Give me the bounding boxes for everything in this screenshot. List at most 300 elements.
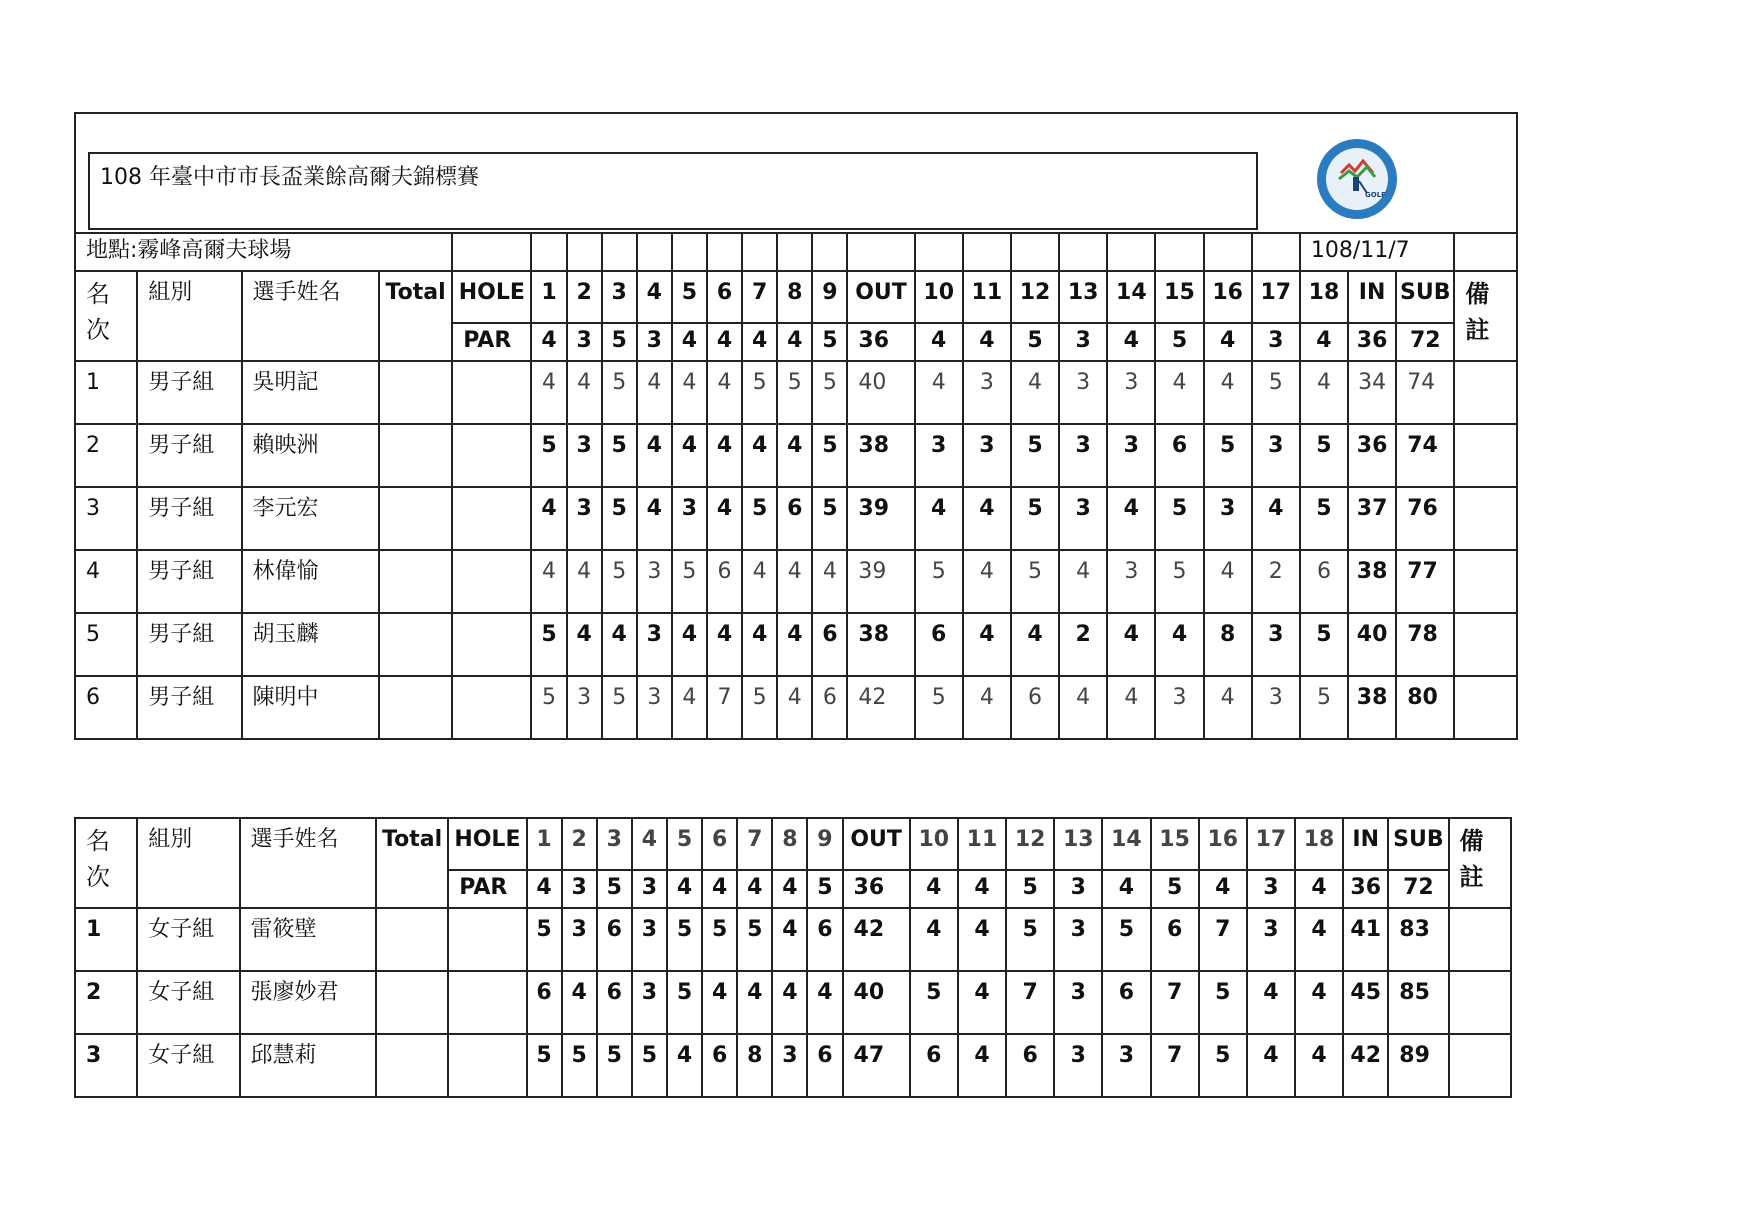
par-value: 5 xyxy=(807,870,842,908)
total-cell xyxy=(379,487,452,550)
score-cell: 5 xyxy=(531,613,566,676)
sub-cell: 85 xyxy=(1388,971,1448,1034)
score-cell: 4 xyxy=(772,908,807,971)
score-cell: 3 xyxy=(567,487,602,550)
score-cell: 4 xyxy=(672,361,707,424)
header-notes: 備 註 xyxy=(1449,818,1512,908)
score-cell: 6 xyxy=(702,1034,737,1097)
par-out: 36 xyxy=(847,323,914,361)
score-cell: 5 xyxy=(527,1034,562,1097)
score-cell: 4 xyxy=(772,971,807,1034)
score-cell: 4 xyxy=(915,487,963,550)
score-cell: 5 xyxy=(531,676,566,739)
header-sub: SUB xyxy=(1388,818,1448,870)
total-cell xyxy=(379,676,452,739)
sub-cell: 74 xyxy=(1396,361,1454,424)
hole-label-cell xyxy=(452,676,531,739)
score-cell: 3 xyxy=(1252,424,1300,487)
score-cell: 3 xyxy=(1054,971,1102,1034)
total-cell xyxy=(376,1034,448,1097)
score-cell: 4 xyxy=(1252,487,1300,550)
men-scorecard-table xyxy=(74,112,1518,740)
total-cell xyxy=(379,424,452,487)
score-cell: 6 xyxy=(707,550,742,613)
hole-number: 4 xyxy=(637,271,672,323)
score-cell: 4 xyxy=(531,361,566,424)
par-value: 4 xyxy=(910,870,958,908)
score-cell: 4 xyxy=(672,613,707,676)
out-cell: 39 xyxy=(847,550,914,613)
par-sub: 72 xyxy=(1396,323,1454,361)
par-value: 4 xyxy=(1107,323,1155,361)
score-cell: 5 xyxy=(602,487,637,550)
score-cell: 4 xyxy=(1011,613,1059,676)
hole-number: 7 xyxy=(737,818,772,870)
score-cell: 3 xyxy=(1059,487,1107,550)
hole-number: 6 xyxy=(702,818,737,870)
hole-label-cell xyxy=(448,908,526,971)
score-cell: 5 xyxy=(1300,676,1348,739)
player-name-cell: 雷筱壁 xyxy=(240,908,376,971)
hole-number: 9 xyxy=(807,818,842,870)
header-total: Total xyxy=(376,818,448,908)
score-cell: 6 xyxy=(1300,550,1348,613)
header-in: IN xyxy=(1343,818,1388,870)
hole-number: 16 xyxy=(1199,818,1247,870)
notes-cell xyxy=(1449,908,1512,971)
header-notes: 備 註 xyxy=(1454,271,1517,361)
score-cell: 5 xyxy=(1199,1034,1247,1097)
par-value: 4 xyxy=(963,323,1011,361)
score-cell: 3 xyxy=(963,361,1011,424)
group-cell: 女子組 xyxy=(137,971,239,1034)
table-row xyxy=(75,971,1511,1034)
par-value: 4 xyxy=(915,323,963,361)
hole-number: 18 xyxy=(1300,271,1348,323)
score-cell: 4 xyxy=(807,971,842,1034)
score-cell: 5 xyxy=(702,908,737,971)
score-cell: 3 xyxy=(637,613,672,676)
score-cell: 8 xyxy=(737,1034,772,1097)
score-cell: 5 xyxy=(915,550,963,613)
score-cell: 3 xyxy=(1204,487,1252,550)
score-cell: 5 xyxy=(742,487,777,550)
player-name-cell: 賴映洲 xyxy=(242,424,379,487)
rank-cell: 1 xyxy=(75,908,137,971)
par-value: 5 xyxy=(812,323,847,361)
par-value: 4 xyxy=(737,870,772,908)
sub-cell: 78 xyxy=(1396,613,1454,676)
out-cell: 42 xyxy=(847,676,914,739)
in-cell: 36 xyxy=(1348,424,1396,487)
score-cell: 5 xyxy=(1102,908,1150,971)
hole-number: 15 xyxy=(1155,271,1203,323)
rank-cell: 2 xyxy=(75,971,137,1034)
table-row xyxy=(75,487,1517,550)
hole-number: 11 xyxy=(963,271,1011,323)
score-cell: 7 xyxy=(1006,971,1054,1034)
title-area xyxy=(75,113,1517,233)
score-cell: 5 xyxy=(602,424,637,487)
par-value: 4 xyxy=(777,323,812,361)
score-cell: 6 xyxy=(597,971,632,1034)
par-value: 3 xyxy=(1059,323,1107,361)
score-cell: 5 xyxy=(777,361,812,424)
hole-number: 13 xyxy=(1054,818,1102,870)
score-cell: 5 xyxy=(672,550,707,613)
group-cell: 男子組 xyxy=(137,550,241,613)
rank-cell: 1 xyxy=(75,361,137,424)
score-cell: 6 xyxy=(1006,1034,1054,1097)
hole-number: 3 xyxy=(597,818,632,870)
score-cell: 3 xyxy=(1247,908,1295,971)
score-cell: 4 xyxy=(777,550,812,613)
score-cell: 3 xyxy=(567,676,602,739)
score-cell: 3 xyxy=(1102,1034,1150,1097)
hole-label-cell xyxy=(452,424,531,487)
score-cell: 4 xyxy=(963,487,1011,550)
hole-number: 5 xyxy=(667,818,702,870)
header-in: IN xyxy=(1348,271,1396,323)
score-cell: 6 xyxy=(527,971,562,1034)
par-sub: 72 xyxy=(1388,870,1448,908)
score-cell: 4 xyxy=(742,550,777,613)
score-cell: 4 xyxy=(777,676,812,739)
header-rank: 名 次 xyxy=(75,271,137,361)
table-row xyxy=(75,550,1517,613)
par-in: 36 xyxy=(1343,870,1388,908)
header-total: Total xyxy=(379,271,452,361)
score-cell: 4 xyxy=(777,424,812,487)
out-cell: 39 xyxy=(847,487,914,550)
score-cell: 8 xyxy=(1204,613,1252,676)
score-cell: 6 xyxy=(1151,908,1199,971)
par-value: 4 xyxy=(1102,870,1150,908)
score-cell: 4 xyxy=(567,613,602,676)
score-cell: 4 xyxy=(707,424,742,487)
score-cell: 6 xyxy=(910,1034,958,1097)
header-group: 組別 xyxy=(137,818,239,908)
hole-label-cell xyxy=(452,361,531,424)
score-cell: 4 xyxy=(637,361,672,424)
notes-cell xyxy=(1454,550,1517,613)
score-cell: 3 xyxy=(963,424,1011,487)
par-value: 3 xyxy=(637,323,672,361)
hole-number: 13 xyxy=(1059,271,1107,323)
score-cell: 4 xyxy=(742,424,777,487)
score-cell: 3 xyxy=(772,1034,807,1097)
score-cell: 5 xyxy=(602,361,637,424)
score-cell: 5 xyxy=(1006,908,1054,971)
score-cell: 4 xyxy=(737,971,772,1034)
table-row xyxy=(75,908,1511,971)
score-cell: 5 xyxy=(812,424,847,487)
in-cell: 41 xyxy=(1343,908,1388,971)
score-cell: 5 xyxy=(1155,550,1203,613)
header-row-hole xyxy=(75,818,1511,870)
score-cell: 3 xyxy=(1059,424,1107,487)
header-name: 選手姓名 xyxy=(242,271,379,361)
in-cell: 45 xyxy=(1343,971,1388,1034)
par-value: 5 xyxy=(1151,870,1199,908)
score-cell: 6 xyxy=(807,908,842,971)
par-value: 3 xyxy=(562,870,597,908)
score-cell: 5 xyxy=(667,971,702,1034)
score-cell: 5 xyxy=(597,1034,632,1097)
hole-number: 14 xyxy=(1107,271,1155,323)
in-cell: 37 xyxy=(1348,487,1396,550)
golf-logo-icon xyxy=(1315,137,1399,221)
score-cell: 4 xyxy=(1155,361,1203,424)
group-cell: 男子組 xyxy=(137,613,241,676)
table-row xyxy=(75,1034,1511,1097)
score-cell: 5 xyxy=(562,1034,597,1097)
score-cell: 4 xyxy=(1059,550,1107,613)
header-rank: 名 次 xyxy=(75,818,137,908)
score-cell: 4 xyxy=(1247,1034,1295,1097)
hole-number: 3 xyxy=(602,271,637,323)
par-value: 5 xyxy=(1011,323,1059,361)
hole-label-cell xyxy=(448,971,526,1034)
score-cell: 6 xyxy=(812,613,847,676)
group-cell: 男子組 xyxy=(137,676,241,739)
hole-number: 15 xyxy=(1151,818,1199,870)
score-cell: 4 xyxy=(637,487,672,550)
score-cell: 3 xyxy=(1252,676,1300,739)
score-cell: 7 xyxy=(707,676,742,739)
total-cell xyxy=(376,971,448,1034)
out-cell: 47 xyxy=(843,1034,910,1097)
score-cell: 4 xyxy=(707,361,742,424)
women-rows xyxy=(75,908,1511,1097)
hole-number: 8 xyxy=(777,271,812,323)
rank-cell: 5 xyxy=(75,613,137,676)
hole-number: 10 xyxy=(915,271,963,323)
header-out: OUT xyxy=(847,271,914,323)
par-value: 4 xyxy=(1295,870,1343,908)
par-value: 4 xyxy=(958,870,1006,908)
score-cell: 6 xyxy=(807,1034,842,1097)
score-cell: 4 xyxy=(1107,676,1155,739)
score-cell: 4 xyxy=(567,550,602,613)
location: 地點:霧峰高爾夫球場 xyxy=(75,233,452,271)
score-cell: 4 xyxy=(1204,550,1252,613)
hole-number: 2 xyxy=(567,271,602,323)
hole-number: 14 xyxy=(1102,818,1150,870)
hole-label-cell xyxy=(448,1034,526,1097)
hole-number: 1 xyxy=(531,271,566,323)
header-sub: SUB xyxy=(1396,271,1454,323)
score-cell: 3 xyxy=(1252,613,1300,676)
score-cell: 2 xyxy=(1252,550,1300,613)
par-value: 4 xyxy=(672,323,707,361)
out-cell: 40 xyxy=(847,361,914,424)
par-in: 36 xyxy=(1348,323,1396,361)
score-cell: 6 xyxy=(777,487,812,550)
par-value: 4 xyxy=(1204,323,1252,361)
score-cell: 4 xyxy=(915,361,963,424)
score-cell: 5 xyxy=(1252,361,1300,424)
sub-cell: 80 xyxy=(1396,676,1454,739)
player-name-cell: 吳明記 xyxy=(242,361,379,424)
score-cell: 4 xyxy=(1295,971,1343,1034)
event-title: 108 年臺中市市長盃業餘高爾夫錦標賽 xyxy=(88,152,1258,230)
score-cell: 4 xyxy=(672,676,707,739)
header-par: PAR xyxy=(448,870,526,908)
in-cell: 38 xyxy=(1348,550,1396,613)
header-name: 選手姓名 xyxy=(240,818,376,908)
score-cell: 3 xyxy=(632,971,667,1034)
score-cell: 4 xyxy=(1295,908,1343,971)
par-value: 5 xyxy=(602,323,637,361)
par-value: 4 xyxy=(531,323,566,361)
men-rows xyxy=(75,361,1517,739)
hole-number: 11 xyxy=(958,818,1006,870)
score-cell: 3 xyxy=(672,487,707,550)
par-value: 5 xyxy=(1006,870,1054,908)
date: 108/11/7 xyxy=(1300,233,1455,271)
hole-label-cell xyxy=(452,550,531,613)
table-row xyxy=(75,424,1517,487)
par-value: 3 xyxy=(1252,323,1300,361)
score-cell: 4 xyxy=(1204,676,1252,739)
par-value: 4 xyxy=(1199,870,1247,908)
meta-blank xyxy=(452,233,531,271)
score-cell: 4 xyxy=(1107,487,1155,550)
player-name-cell: 邱慧莉 xyxy=(240,1034,376,1097)
par-value: 3 xyxy=(567,323,602,361)
score-cell: 4 xyxy=(963,550,1011,613)
header-row-hole xyxy=(75,271,1517,323)
header-group: 組別 xyxy=(137,271,241,361)
hole-number: 4 xyxy=(632,818,667,870)
header-hole: HOLE xyxy=(448,818,526,870)
score-cell: 3 xyxy=(1059,361,1107,424)
score-cell: 3 xyxy=(632,908,667,971)
score-cell: 4 xyxy=(958,971,1006,1034)
hole-number: 8 xyxy=(772,818,807,870)
hole-label-cell xyxy=(452,487,531,550)
group-cell: 男子組 xyxy=(137,361,241,424)
out-cell: 42 xyxy=(843,908,910,971)
sub-cell: 76 xyxy=(1396,487,1454,550)
score-cell: 4 xyxy=(958,908,1006,971)
score-cell: 4 xyxy=(1107,613,1155,676)
score-cell: 7 xyxy=(1151,1034,1199,1097)
score-cell: 3 xyxy=(637,550,672,613)
total-cell xyxy=(379,550,452,613)
meta-row xyxy=(75,233,1517,271)
score-cell: 4 xyxy=(910,908,958,971)
score-cell: 3 xyxy=(1054,1034,1102,1097)
score-cell: 3 xyxy=(1107,424,1155,487)
score-cell: 4 xyxy=(672,424,707,487)
score-cell: 4 xyxy=(702,971,737,1034)
score-cell: 5 xyxy=(632,1034,667,1097)
score-cell: 4 xyxy=(637,424,672,487)
player-name-cell: 李元宏 xyxy=(242,487,379,550)
score-cell: 4 xyxy=(812,550,847,613)
score-cell: 3 xyxy=(562,908,597,971)
par-value: 5 xyxy=(1155,323,1203,361)
score-cell: 5 xyxy=(531,424,566,487)
par-value: 3 xyxy=(1247,870,1295,908)
score-cell: 4 xyxy=(742,613,777,676)
score-cell: 5 xyxy=(602,676,637,739)
notes-cell xyxy=(1449,971,1512,1034)
in-cell: 42 xyxy=(1343,1034,1388,1097)
score-cell: 2 xyxy=(1059,613,1107,676)
score-cell: 5 xyxy=(812,361,847,424)
score-cell: 3 xyxy=(637,676,672,739)
score-cell: 6 xyxy=(1155,424,1203,487)
par-value: 4 xyxy=(772,870,807,908)
table-row xyxy=(75,361,1517,424)
hole-number: 10 xyxy=(910,818,958,870)
group-cell: 男子組 xyxy=(137,424,241,487)
hole-number: 16 xyxy=(1204,271,1252,323)
score-cell: 5 xyxy=(1300,487,1348,550)
out-cell: 40 xyxy=(843,971,910,1034)
in-cell: 40 xyxy=(1348,613,1396,676)
par-value: 4 xyxy=(742,323,777,361)
score-cell: 4 xyxy=(1155,613,1203,676)
score-cell: 4 xyxy=(963,613,1011,676)
total-cell xyxy=(379,361,452,424)
par-value: 4 xyxy=(667,870,702,908)
score-cell: 6 xyxy=(1102,971,1150,1034)
score-cell: 5 xyxy=(602,550,637,613)
score-cell: 5 xyxy=(1199,971,1247,1034)
score-cell: 5 xyxy=(1300,613,1348,676)
score-cell: 4 xyxy=(777,613,812,676)
score-cell: 4 xyxy=(531,487,566,550)
score-cell: 4 xyxy=(567,361,602,424)
header-out: OUT xyxy=(843,818,910,870)
total-cell xyxy=(379,613,452,676)
hole-number: 9 xyxy=(812,271,847,323)
sub-cell: 74 xyxy=(1396,424,1454,487)
par-value: 4 xyxy=(527,870,562,908)
score-cell: 3 xyxy=(567,424,602,487)
score-cell: 5 xyxy=(1011,424,1059,487)
score-cell: 4 xyxy=(1295,1034,1343,1097)
score-cell: 4 xyxy=(667,1034,702,1097)
score-cell: 4 xyxy=(1059,676,1107,739)
group-cell: 女子組 xyxy=(137,1034,239,1097)
score-cell: 5 xyxy=(1011,550,1059,613)
table-row xyxy=(75,613,1517,676)
group-cell: 女子組 xyxy=(137,908,239,971)
score-cell: 7 xyxy=(1151,971,1199,1034)
score-cell: 6 xyxy=(1011,676,1059,739)
sub-cell: 83 xyxy=(1388,908,1448,971)
score-cell: 6 xyxy=(597,908,632,971)
score-cell: 5 xyxy=(915,676,963,739)
score-cell: 5 xyxy=(1300,424,1348,487)
par-value: 3 xyxy=(632,870,667,908)
hole-number: 2 xyxy=(562,818,597,870)
rank-cell: 6 xyxy=(75,676,137,739)
score-cell: 4 xyxy=(1300,361,1348,424)
rank-cell: 4 xyxy=(75,550,137,613)
notes-cell xyxy=(1454,361,1517,424)
hole-number: 18 xyxy=(1295,818,1343,870)
par-value: 4 xyxy=(702,870,737,908)
par-value: 4 xyxy=(1300,323,1348,361)
score-cell: 5 xyxy=(812,487,847,550)
score-cell: 4 xyxy=(958,1034,1006,1097)
